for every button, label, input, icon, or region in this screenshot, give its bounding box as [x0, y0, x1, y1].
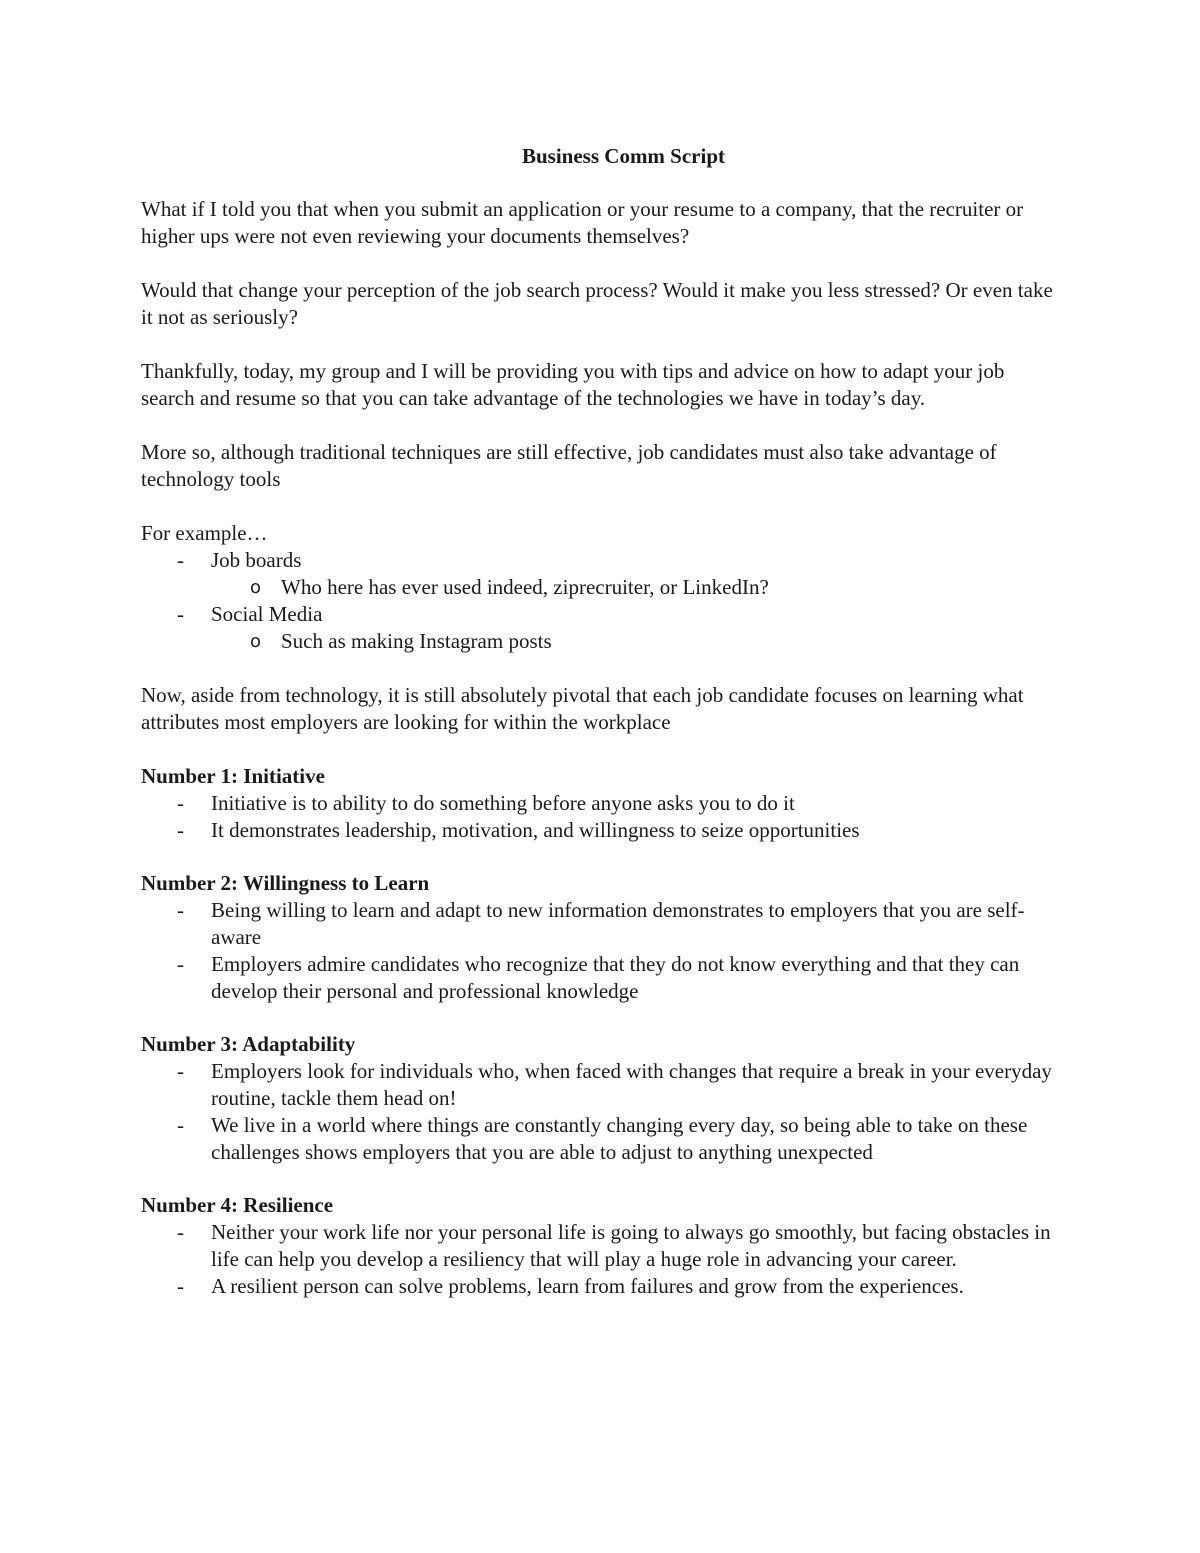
sub-list-item: [211, 574, 1061, 601]
dash-bullet: -: [177, 602, 184, 626]
list-item-text: We live in a world where things are constantly changing every day, so being able to take on these challenges shows employers that you are able to adjust to anything unexpected: [211, 1113, 1028, 1164]
list-item-label: Job boards: [211, 548, 302, 572]
list-item: [141, 817, 1061, 844]
sub-list-item-label: Such as making Instagram posts: [281, 629, 552, 653]
dash-bullet: -: [177, 898, 184, 922]
example-lead: For example…: [141, 521, 268, 545]
document-page: [141, 143, 1061, 1326]
dash-bullet: -: [177, 1274, 184, 1298]
list-item-text: Initiative is to ability to do something before anyone asks you to do it: [211, 791, 795, 815]
section-list: [141, 790, 1061, 844]
dash-bullet: -: [177, 1220, 184, 1244]
section-adaptability: [141, 1031, 1061, 1166]
circle-bullet: o: [250, 577, 262, 598]
list-item: [141, 1219, 1061, 1273]
paragraph-thankfully: Thankfully, today, my group and I will be providing you with tips and advice on how to adapt your job search and resume so that you can take advantage of the technologies we have in today’s day.: [141, 359, 1005, 410]
paragraph-more-so: More so, although traditional techniques are still effective, job candidates must also take advantage of technology tools: [141, 440, 997, 491]
list-item-text: A resilient person can solve problems, learn from failures and grow from the experiences.: [211, 1274, 964, 1298]
sub-list: [211, 574, 1061, 601]
document-title: Business Comm Script: [521, 144, 726, 168]
section-list: [141, 1058, 1061, 1166]
list-item: [141, 1273, 1061, 1300]
dash-bullet: -: [177, 548, 184, 572]
paragraph-intro: What if I told you that when you submit an application or your resume to a company, that the recruiter or higher ups were not even reviewing your documents themselves?: [141, 197, 1024, 248]
list-item-text: Neither your work life nor your personal life is going to always go smoothly, but facing obstacles in life can help you develop a resiliency that will play a huge role in advancing your career.: [211, 1220, 1051, 1271]
dash-bullet: -: [177, 1059, 184, 1083]
list-item-text: Being willing to learn and adapt to new information demonstrates to employers that you are self-aware: [211, 898, 1025, 949]
list-item-text: Employers look for individuals who, when faced with changes that require a break in your everyday routine, tackle them head on!: [211, 1059, 1052, 1110]
circle-bullet: o: [250, 631, 262, 652]
dash-bullet: -: [177, 818, 184, 842]
list-item-text: It demonstrates leadership, motivation, and willingness to seize opportunities: [211, 818, 860, 842]
section-heading: Number 1: Initiative: [141, 764, 325, 788]
sub-list: [211, 628, 1061, 655]
dash-bullet: -: [177, 952, 184, 976]
section-initiative: [141, 763, 1061, 844]
section-list: [141, 1219, 1061, 1300]
list-item-text: Employers admire candidates who recognize that they do not know everything and that they can develop their personal and professional knowledge: [211, 952, 1020, 1003]
section-willingness: [141, 870, 1061, 1005]
list-item: [141, 790, 1061, 817]
section-heading: Number 2: Willingness to Learn: [141, 871, 430, 895]
section-heading: Number 4: Resilience: [141, 1193, 334, 1217]
list-item-label: Social Media: [211, 602, 323, 626]
dash-bullet: -: [177, 1113, 184, 1137]
section-list: [141, 897, 1061, 1005]
list-item: [141, 897, 1061, 951]
section-heading: Number 3: Adaptability: [141, 1032, 356, 1056]
example-list: [141, 547, 1061, 655]
paragraph-transition: Now, aside from technology, it is still absolutely pivotal that each job candidate focuses on learning what attributes most employers are looking for within the workplace: [141, 683, 1024, 734]
list-item: [141, 951, 1061, 1005]
sub-list-item: [211, 628, 1061, 655]
list-item: [141, 547, 1061, 601]
dash-bullet: -: [177, 791, 184, 815]
list-item: [141, 601, 1061, 655]
list-item: [141, 1058, 1061, 1112]
list-item: [141, 1112, 1061, 1166]
sub-list-item-label: Who here has ever used indeed, ziprecruiter, or LinkedIn?: [281, 575, 769, 599]
section-resilience: [141, 1192, 1061, 1300]
paragraph-perception: Would that change your perception of the job search process? Would it make you less stressed? Or even take it not as seriously?: [141, 278, 1053, 329]
